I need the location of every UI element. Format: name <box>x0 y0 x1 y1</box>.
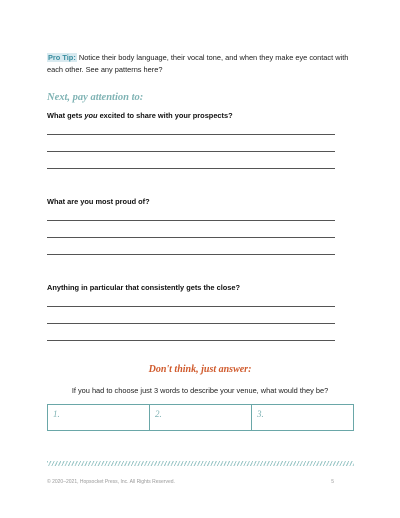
answer-line[interactable] <box>47 237 335 238</box>
page-number: 5 <box>331 479 334 485</box>
decorative-hatch-divider <box>47 461 354 466</box>
question-2: What are you most proud of? <box>47 197 150 206</box>
three-words-prompt: If you had to choose just 3 words to describe your venue, what would they be? <box>71 386 329 395</box>
answer-line[interactable] <box>47 306 335 307</box>
word-cell-2[interactable]: 2. <box>150 405 252 430</box>
answer-lines-2[interactable] <box>47 220 335 271</box>
answer-line[interactable] <box>47 340 335 341</box>
answer-line[interactable] <box>47 134 335 135</box>
pro-tip-text: Notice their body language, their vocal tone, and when they make eye contact with each other. See any patterns here? <box>47 53 349 74</box>
three-words-table <box>47 404 354 431</box>
section-heading: Next, pay attention to: <box>47 92 144 103</box>
question-3: Anything in particular that consistently gets the close? <box>47 283 241 292</box>
answer-lines-1[interactable] <box>47 134 335 185</box>
question-1-emphasis: you <box>84 111 98 120</box>
word-cell-3[interactable]: 3. <box>257 409 264 419</box>
pro-tip <box>47 52 359 75</box>
pro-tip-label: Pro Tip: <box>48 53 76 62</box>
answer-line[interactable] <box>47 254 335 255</box>
answer-lines-3[interactable] <box>47 306 335 357</box>
copyright-text: © 2020–2021, Hopsocket Press, Inc. All Rights Reserved. <box>47 479 175 485</box>
answer-line[interactable] <box>47 168 335 169</box>
cta-heading: Don't think, just answer: <box>148 364 252 375</box>
page-footer <box>47 479 334 485</box>
answer-line[interactable] <box>47 323 335 324</box>
question-1: What gets you excited to share with your prospects? <box>47 111 233 120</box>
word-cell-1[interactable]: 1. <box>48 405 150 430</box>
answer-line[interactable] <box>47 151 335 152</box>
answer-line[interactable] <box>47 220 335 221</box>
